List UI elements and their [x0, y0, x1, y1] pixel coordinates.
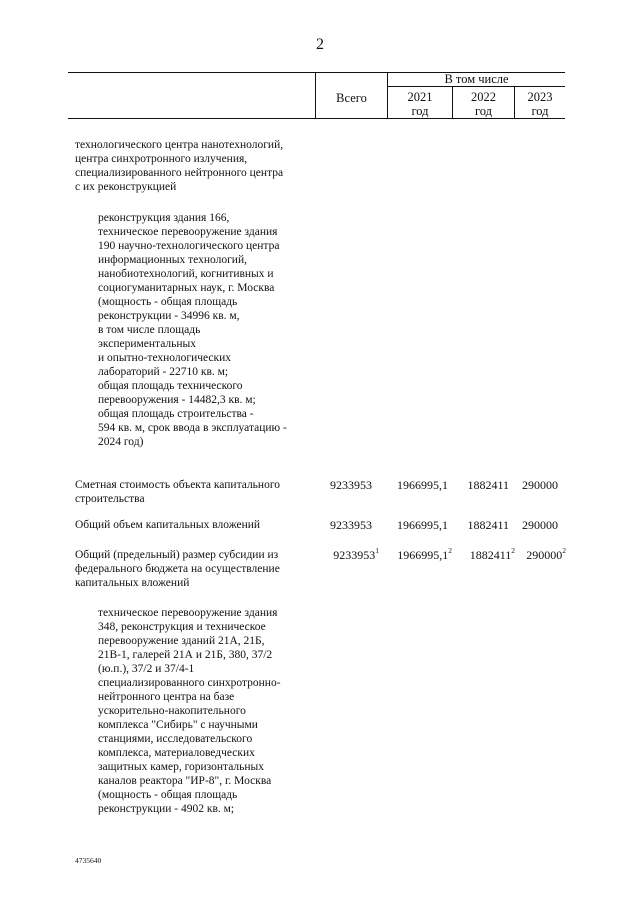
row-label-subsidy: Общий (предельный) размер субсидии из федерального бюджета на осуществление капитальных вложений	[75, 549, 280, 589]
row-total-value: 9233953$^1$	[333, 546, 379, 562]
header-year-2023: 2023	[527, 90, 553, 104]
row-label-capital-investment: Общий объем капитальных вложений	[75, 519, 261, 531]
header-unit-2023: год	[531, 104, 549, 118]
row-2022-value: 1882411	[467, 478, 509, 492]
header-including: В том числе	[444, 72, 509, 86]
row-2023-value: 290000	[522, 478, 558, 492]
header-unit-2021: год	[411, 104, 429, 118]
row-2021-value: 1966995,1$^2$	[397, 546, 452, 562]
document-code: 4735640	[75, 856, 102, 865]
row-label-estimated-cost: Сметная стоимость объекта капитального строительства	[75, 479, 281, 505]
row-total-value: 9233953	[330, 478, 372, 492]
header-year-2021: 2021	[407, 90, 433, 104]
row-2021-value: 1966995,1	[397, 518, 448, 532]
continuation-text: технологического центра нанотехнологий, центра синхротронного излучения, специализированного нейтронного центра с их реконструкцией	[75, 139, 284, 193]
object-2-description: техническое перевооружение здания 348, реконструкция и техническое перевооружение зданий 21А, 21Б, 21В-1, галерей 21А и 21Б, 380, 37/2 (ю.п.), 37/2 и 37/4-1 специализированного синхротронно- нейтронного центра на базе ускорительно-накопительного комплекса "Сибирь" с научными станциями, исследовательского комплекса, материаловедческих защитных камер, горизонтальных каналов реактора "ИР-8", г. Москва (мощность - общая площадь реконструкции - 4902 кв. м;	[98, 607, 281, 815]
row-2023-value: 290000$^2$	[526, 546, 566, 562]
page-number: 2	[316, 36, 324, 53]
header-year-2022: 2022	[471, 90, 496, 104]
object-1-description: реконструкция здания 166, техническое перевооружение здания 190 научно-технологического центра информационных технологий, нанобиотехнологий, когнитивных и социогуманитарных наук, г. Москва (мощность - общая площадь реконструкции - 34996 кв. м, в том числе площадь экспериментальных и опытно-технологических лабораторий - 22710 кв. м; общая площадь технического перевооружения - 14482,3 кв. м; общая площадь строительства - 594 кв. м, срок ввода в эксплуатацию - 2024 год)	[98, 212, 287, 448]
row-2022-value: 1882411	[467, 518, 509, 532]
row-2022-value: 1882411$^2$	[469, 546, 515, 562]
row-total-value: 9233953	[330, 518, 372, 532]
header-total: Всего	[336, 91, 367, 105]
header-unit-2022: год	[474, 104, 493, 118]
row-2021-value: 1966995,1	[397, 478, 448, 492]
row-2023-value: 290000	[522, 518, 558, 532]
